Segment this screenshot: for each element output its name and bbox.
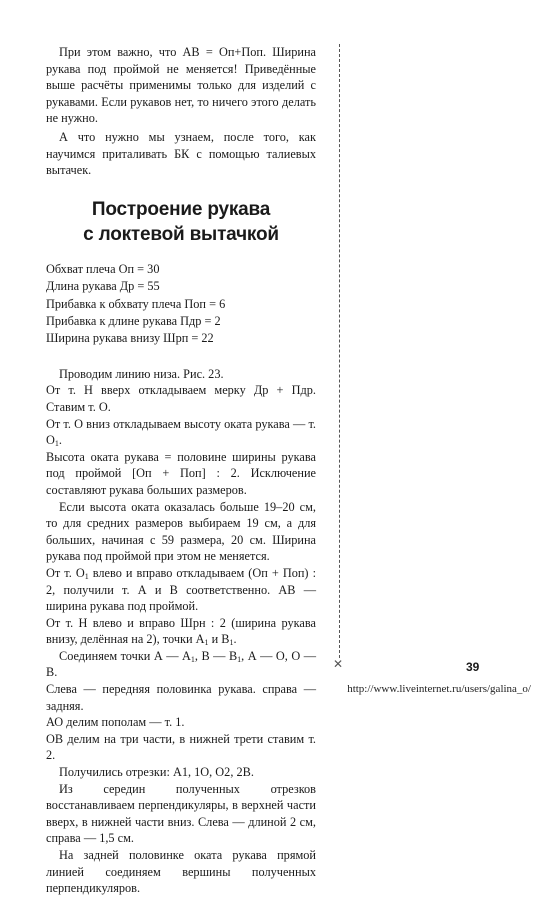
step-paragraph: Проводим линию низа. Рис. 23. — [59, 366, 224, 381]
intro-paragraph-2: А что нужно мы узнаем, после того, как научимся приталивать БК с помощью талиевых вытачек. — [46, 129, 316, 178]
section-heading — [46, 197, 316, 247]
step-paragraph: От т. Н влево и вправо Шрн : 2 (ширина рукава внизу, делённая на 2), точки $А_1$ и $В_1$. — [46, 615, 316, 648]
measurement-item: Обхват плеча Оп = 30 — [46, 261, 160, 276]
intro-paragraph-1: При этом важно, что АВ = Оп+Поп. Ширина рукава под проймой не меняется! Приведённые выше расчёты применимы только для изделий с рукавами. Если рукавов нет, то ничего этого делать не нужно. — [46, 45, 316, 126]
vertical-dashed-divider — [339, 44, 340, 658]
measurement-item: Длина рукава Др = 55 — [46, 279, 160, 294]
measurement-item: Прибавка к длине рукава Пдр = 2 — [46, 313, 221, 328]
step-paragraph: Соединяем точки А — $А_1$, В — $В_1$, А — О, О — В. — [46, 648, 317, 680]
step-paragraph: От т. О вниз откладываем высоту оката рукава — т. $О_1$. — [46, 416, 316, 449]
heading-line-2: с локтевой вытачкой — [83, 223, 279, 245]
step-paragraph: АО делим пополам — т. 1. — [46, 715, 185, 730]
spacer — [46, 348, 316, 366]
scissors-mark-icon: ✕ — [333, 657, 344, 671]
measurement-item: Ширина рукава внизу Шрп = 22 — [46, 331, 214, 346]
measurement-item: Прибавка к обхвату плеча Поп = 6 — [46, 296, 226, 311]
step-paragraph: От т. $О_1$ влево и вправо откладываем (Оп + Поп) : 2, получили т. А и В соответственно. АВ — ширина рукава под проймой. — [46, 565, 316, 614]
page-number: 39 — [466, 660, 480, 674]
step-paragraph: Из середин полученных отрезков восстанавливаем перпендикуляры, в верхней части вверх, в нижней части вниз. Слева — длиной 2 см, справа — 1,5 см. — [46, 781, 316, 846]
measurements-list — [46, 261, 316, 348]
step-paragraph: ОВ делим на три части, в нижней трети ставим т. 2. — [46, 731, 316, 763]
main-text-column — [46, 44, 316, 897]
step-paragraph: От т. Н вверх откладываем мерку Др + Пдр. Ставим т. О. — [46, 383, 316, 414]
step-paragraph: Получились отрезки: А1, 1О, О2, 2В. — [59, 765, 254, 780]
step-paragraph: Слева — передняя половинка рукава. справа — задняя. — [46, 682, 316, 713]
source-url-watermark: http://www.liveinternet.ru/users/galina_o/ — [347, 683, 531, 695]
step-paragraph: Если высота оката оказалась больше 19–20 см, то для средних размеров выбираем 19 см, а для больших, начиная с 59 размера, 20 см. Ширина рукава под проймой при этом не меняется. — [46, 499, 316, 564]
heading-line-1: Построение рукава — [91, 198, 271, 220]
step-paragraph: Высота оката рукава = половине ширины рукава под проймой [Оп + Поп] : 2. Исключение составляют рукава больших размеров. — [46, 449, 316, 497]
step-paragraph: На задней половинке оката рукава прямой линией соединяем вершины полученных перпендикуляров. — [46, 848, 316, 896]
